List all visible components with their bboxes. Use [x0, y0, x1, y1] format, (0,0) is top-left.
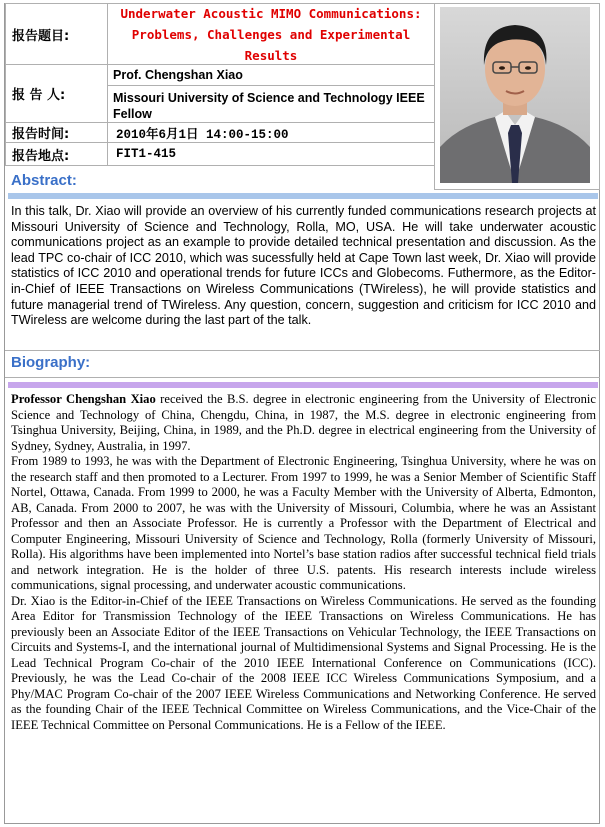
biography-divider: [8, 382, 598, 388]
biography-heading-cell: [5, 350, 600, 378]
biography-name: Professor Chengshan Xiao: [11, 392, 156, 406]
time-value: 2010年6月1日 14:00-15:00: [107, 122, 435, 143]
biography-paragraph-2: From 1989 to 1993, he was with the Department of Electronic Engineering, Tsinghua University, where he was on the research staff and then promoted to a Lecturer. From 1997 to 1999, he was a Senior Member of Scientific Staff Nortel, Ottawa, Canada. From 1999 to 2000, he was a Faculty Member with the University of Alberta, Edmonton, AB, Canada. From 2000 to 2007, he was with the University of Missouri, Columbia, where he was an Assistant Professor and then an Associate Professor. He is currently a Professor with the Department of Electrical and Computer Engineering, Missouri University of Science and Technology, Rolla (formerly University of Missouri, Rolla). His algorithms have been implemented into Nortel’s base station radios after successful technical field trials and network integration. He is the holder of three U.S. patents. His research interests include wireless communications, signal processing, and underwater acoustic communications.: [11, 454, 596, 592]
abstract-text: In this talk, Dr. Xiao will provide an overview of his currently funded communications research projects at Missouri University of Science and Technology, Rolla, MO, USA. He will take underwater acoustic communications project as an example to provide detailed technical presentation and discussion. As the lead TPC co-chair of ICC 2010, which was sucessfully held at Cape Town last week, Dr. Xiao will provide statistics of ICC 2010 and operational trends for future ICCs and Globecoms. Futhermore, as the Editor-in-Chief of IEEE Transactions on Wireless Communications (TWireless), he will provide statistics and future managerial trend of TWireless. Any question, concern, suggestion and criticism for ICC 2010 and TWireless are welcome during the last part of the talk.: [11, 204, 596, 328]
place-value: FIT1-415: [107, 142, 435, 166]
topic-title: Underwater Acoustic MIMO Communications: Problems, Challenges and Experimental Results: [107, 3, 435, 65]
biography-paragraph-1-text: received the B.S. degree in electronic engineering from the University of Electronic Science and Technology of China, Chengdu, China, in 1987, the M.S. degree in electronic engineering from Tsinghua University, Beijing, China, in 1989, and the Ph.D. degree in electrical engineering from the University of Sydney, Sydney, Australia, in 1997.: [11, 392, 596, 453]
speaker-portrait-icon: [440, 7, 590, 183]
abstract-divider: [8, 193, 598, 199]
biography-heading: Biography:: [11, 354, 91, 371]
topic-label: 报告题目:: [5, 3, 108, 65]
place-label: 报告地点:: [5, 142, 108, 166]
speaker-label: 报 告 人:: [5, 64, 108, 123]
biography-paragraph-3: Dr. Xiao is the Editor-in-Chief of the IEEE Transactions on Wireless Communications. He served as the founding Area Editor for Transmission Technology of the IEEE Transactions on Wireless Communications. He has previously been an Associate Editor of the IEEE Transactions on Vehicular Technology, the IEEE Transactions on Circuits and Systems-I, and the international journal of Multidimensional Systems and Signal Processing. He is the Lead Technical Program Co-chair of the 2010 IEEE International Conference on Communications (ICC). Previously, he was the Lead Co-chair of the 2008 IEEE ICC Wireless Communications Symposium, and a Phy/MAC Program Co-chair of the 2007 IEEE Wireless Communications and Networking Conference. He served as the founding Chair of the IEEE Technical Committee on Wireless Communications, and the Vice-Chair of the IEEE Technical Committee on Personal Communications. He is a Fellow of the IEEE.: [11, 593, 596, 732]
speaker-name: Prof. Chengshan Xiao: [107, 64, 435, 86]
biography-text: [11, 392, 596, 733]
abstract-heading: Abstract:: [11, 172, 77, 189]
biography-paragraph-1: [11, 392, 596, 454]
time-label: 报告时间:: [5, 122, 108, 143]
speaker-affiliation: Missouri University of Science and Technology IEEE Fellow: [107, 85, 435, 123]
speaker-photo: [440, 7, 590, 183]
